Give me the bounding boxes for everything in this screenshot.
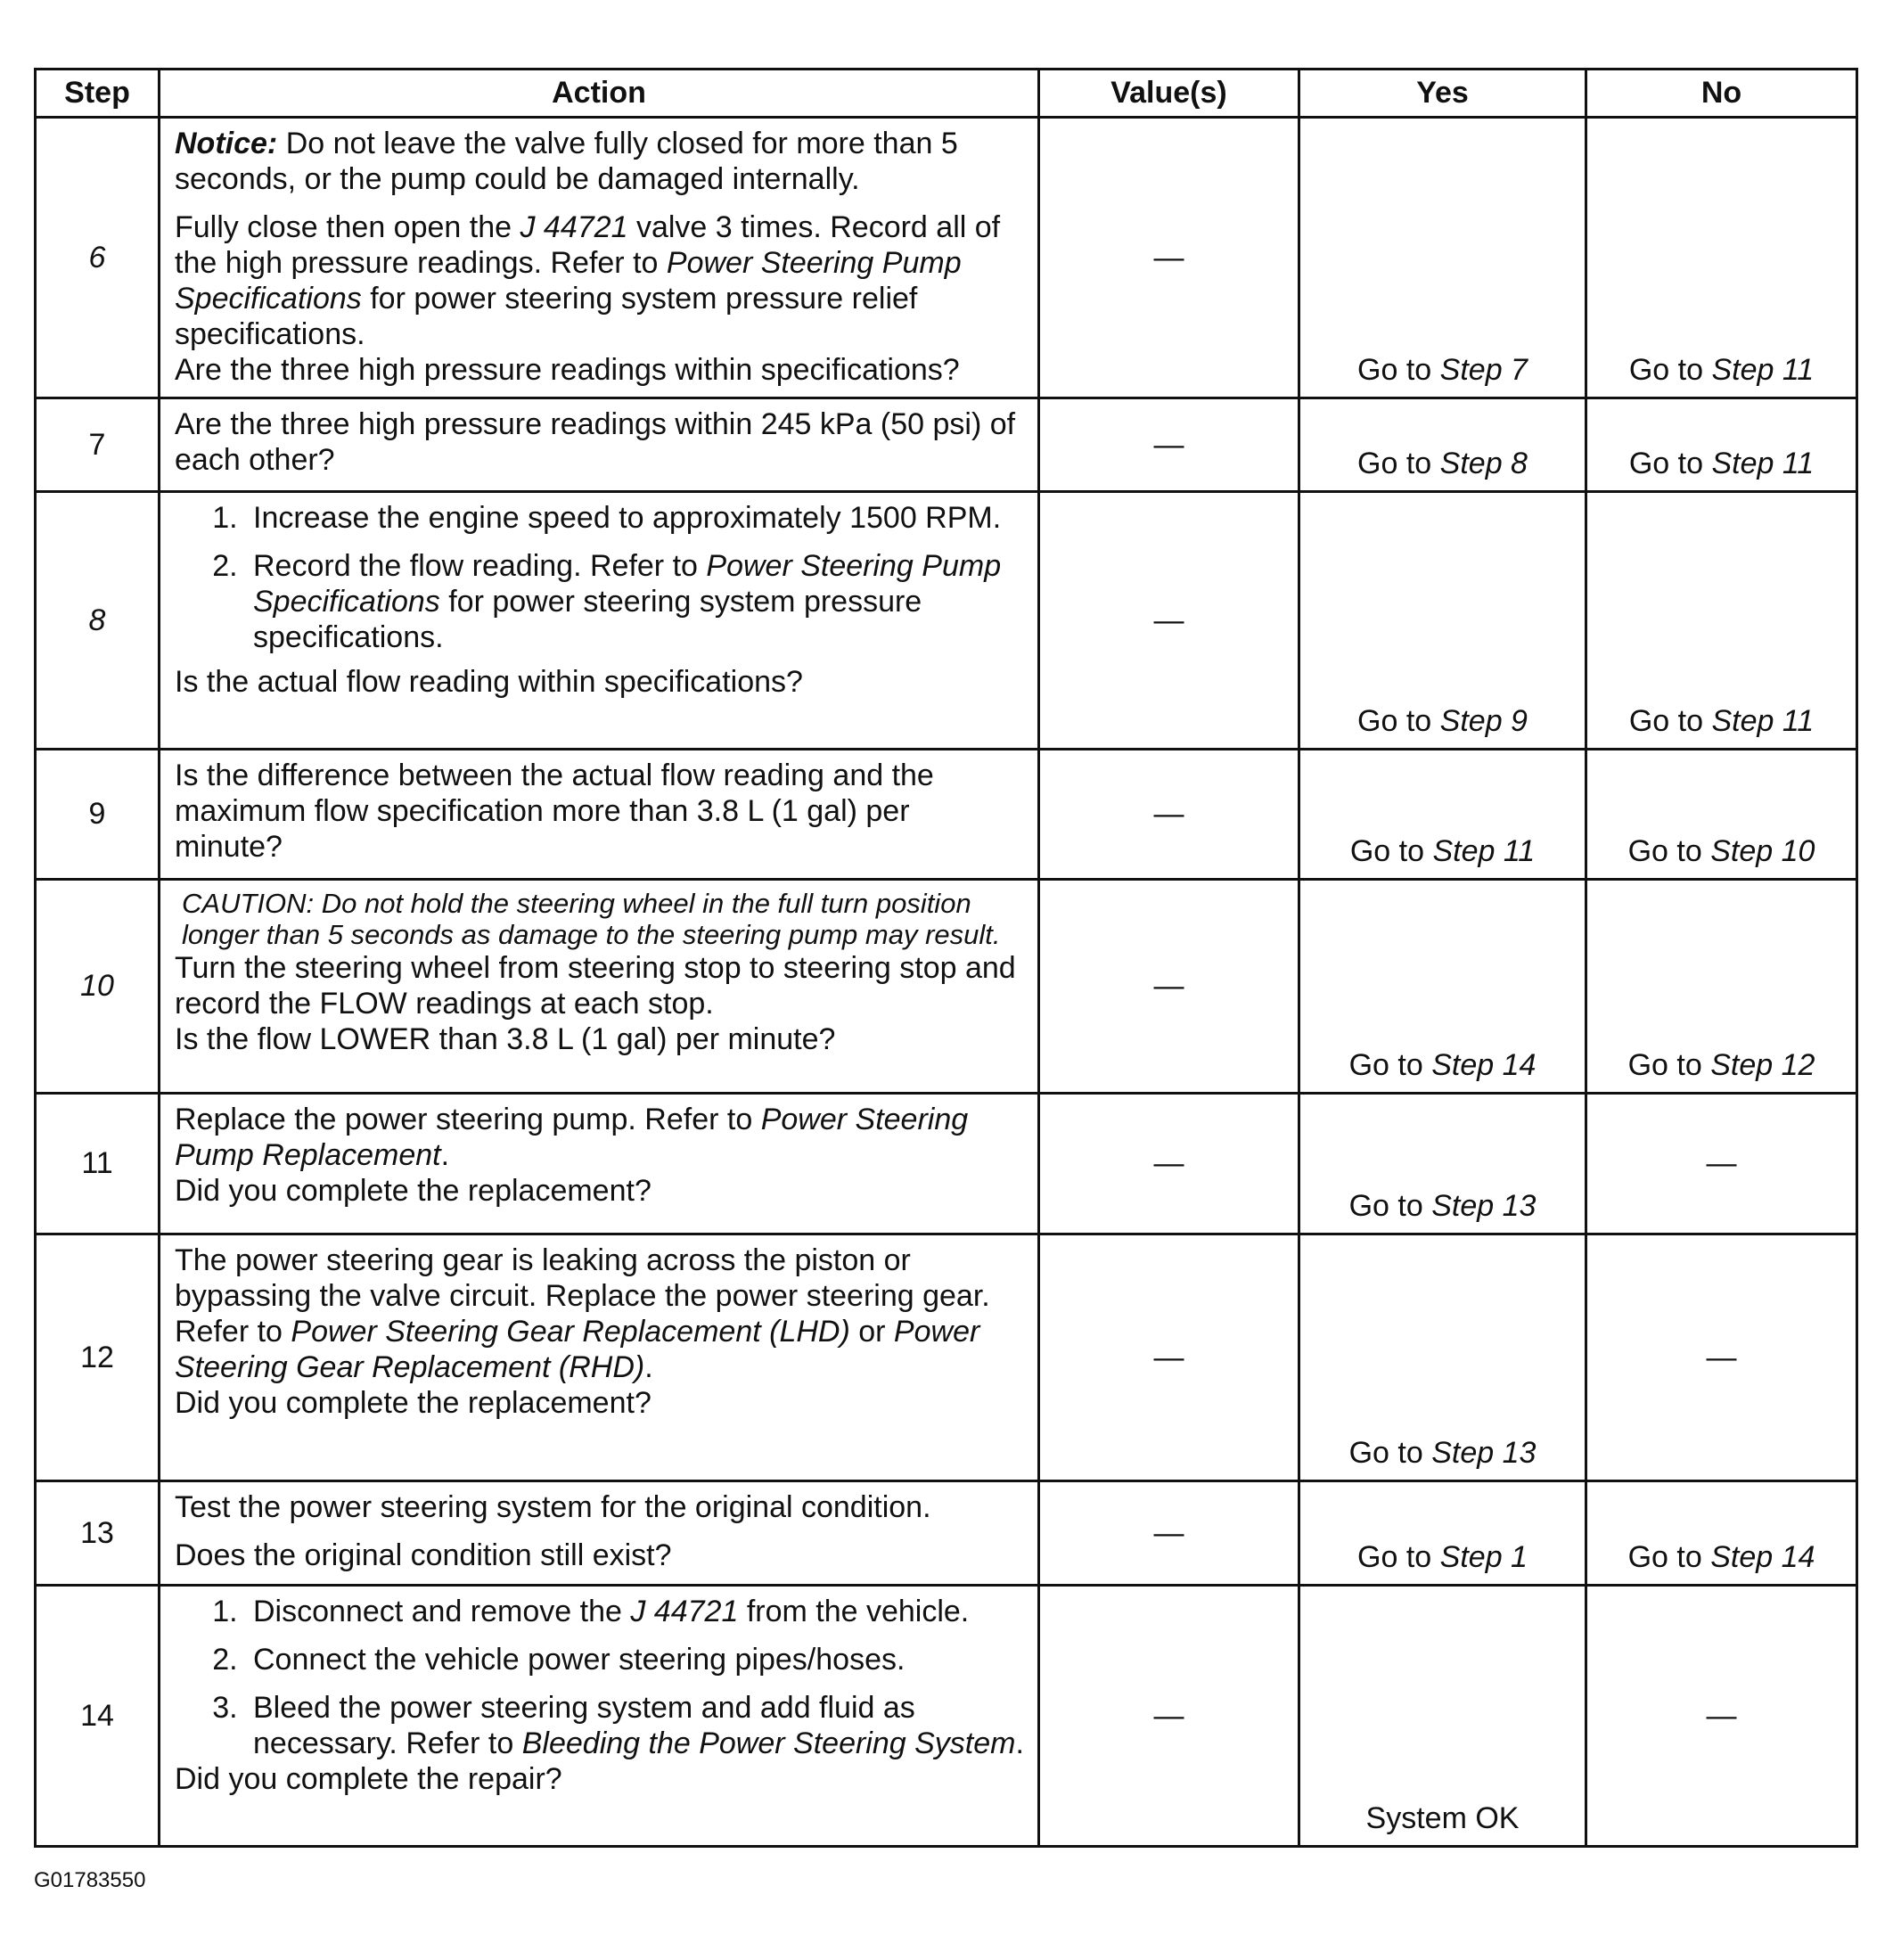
no-step-link[interactable]: Step 10	[1710, 834, 1815, 868]
instruction-paragraph: Replace the power steering pump. Refer to Power Steering Pump Replacement.	[175, 1103, 969, 1172]
list-item: 2. Connect the vehicle power steering pipes/hoses.	[246, 1642, 1025, 1677]
action-cell	[160, 1094, 1039, 1234]
question-text: Is the flow LOWER than 3.8 L (1 gal) per minute?	[175, 1022, 836, 1056]
value-cell: —	[1039, 118, 1299, 398]
doc-ref: Power Steering Gear Replacement (RHD)	[175, 1315, 980, 1384]
notice-label: Notice:	[175, 127, 278, 160]
question-text: Are the three high pressure readings within 245 kPa (50 psi) of each other?	[175, 407, 1016, 477]
question-text: Did you complete the replacement?	[175, 1386, 651, 1420]
doc-ref: Power Steering Gear Replacement (LHD)	[291, 1315, 850, 1349]
yes-cell: Go to Step 13	[1299, 1234, 1586, 1481]
action-cell	[160, 1481, 1039, 1586]
notice-text: Do not leave the valve fully closed for more than 5 seconds, or the pump could be damaged internally.	[175, 127, 958, 196]
yes-step-link[interactable]: Step 13	[1431, 1189, 1537, 1223]
yes-cell	[1299, 1586, 1586, 1847]
numbered-list	[175, 500, 1025, 664]
yes-step-link[interactable]: Step 7	[1439, 353, 1528, 387]
step-number: 8	[36, 492, 160, 750]
table-row	[36, 880, 1857, 1094]
doc-ref: Bleeding the Power Steering System	[521, 1726, 1016, 1760]
action-cell	[160, 118, 1039, 398]
caution-text: CAUTION: Do not hold the steering wheel in the full turn position longer than 5 seconds as damage to the steering pump may result.	[182, 888, 1001, 950]
diagnostic-table	[34, 68, 1858, 1848]
header-step: Step	[36, 70, 160, 118]
no-cell: Go to Step 10	[1586, 750, 1857, 880]
yes-cell: Go to Step 14	[1299, 880, 1586, 1094]
step-number: 11	[36, 1094, 160, 1234]
doc-ref: Power Steering Pump Specifications	[175, 246, 962, 316]
list-item: 1. Disconnect and remove the J 44721 from the vehicle.	[246, 1594, 1025, 1629]
figure-id: G01783550	[34, 1868, 146, 1892]
question-text: Does the original condition still exist?	[175, 1538, 672, 1572]
yes-step-link[interactable]: Step 14	[1431, 1048, 1537, 1082]
yes-step-link[interactable]: Step 1	[1439, 1540, 1528, 1574]
yes-step-link[interactable]: Step 9	[1439, 704, 1528, 738]
no-cell: —	[1586, 1234, 1857, 1481]
list-item: 3. Bleed the power steering system and add fluid as necessary. Refer to Bleeding the Power Steering System.	[246, 1690, 1025, 1761]
table-row	[36, 750, 1857, 880]
value-cell: —	[1039, 750, 1299, 880]
no-cell: Go to Step 14	[1586, 1481, 1857, 1586]
question-text: Did you complete the repair?	[175, 1762, 562, 1796]
system-ok-text: System OK	[1365, 1801, 1520, 1835]
value-cell: —	[1039, 1234, 1299, 1481]
header-values: Value(s)	[1039, 70, 1299, 118]
no-cell: —	[1586, 1586, 1857, 1847]
step-number: 9	[36, 750, 160, 880]
no-cell: Go to Step 12	[1586, 880, 1857, 1094]
action-cell	[160, 1234, 1039, 1481]
step-number: 12	[36, 1234, 160, 1481]
step-number: 7	[36, 398, 160, 492]
doc-ref: Power Steering Pump Replacement	[175, 1103, 969, 1172]
doc-ref: Power Steering Pump Specifications	[253, 549, 1002, 619]
instruction-text: Turn the steering wheel from steering stop to steering stop and record the FLOW readings at each stop.	[175, 951, 1016, 1021]
value-cell: —	[1039, 880, 1299, 1094]
yes-cell: Go to Step 9	[1299, 492, 1586, 750]
value-cell: —	[1039, 1586, 1299, 1847]
question-text: Are the three high pressure readings within specifications?	[175, 353, 960, 387]
header-action: Action	[160, 70, 1039, 118]
yes-cell: Go to Step 11	[1299, 750, 1586, 880]
instruction-text: Test the power steering system for the original condition.	[175, 1490, 931, 1524]
no-step-link[interactable]: Step 11	[1711, 447, 1815, 480]
no-step-link[interactable]: Step 14	[1710, 1540, 1815, 1574]
value-cell: —	[1039, 1481, 1299, 1586]
yes-cell: Go to Step 7	[1299, 118, 1586, 398]
yes-step-link[interactable]: Step 8	[1439, 447, 1528, 480]
step-number: 6	[36, 118, 160, 398]
yes-cell: Go to Step 1	[1299, 1481, 1586, 1586]
notice-paragraph	[175, 126, 1025, 197]
value-cell: —	[1039, 398, 1299, 492]
action-cell	[160, 398, 1039, 492]
list-item: 1. Increase the engine speed to approximately 1500 RPM.	[246, 500, 1025, 536]
numbered-list	[175, 1594, 1025, 1761]
no-cell: Go to Step 11	[1586, 398, 1857, 492]
table-row	[36, 1586, 1857, 1847]
yes-cell: Go to Step 13	[1299, 1094, 1586, 1234]
tool-ref: J 44721	[630, 1595, 739, 1628]
no-cell: Go to Step 11	[1586, 118, 1857, 398]
table-row	[36, 1481, 1857, 1586]
action-cell	[160, 880, 1039, 1094]
table-row	[36, 1234, 1857, 1481]
instruction-paragraph: Fully close then open the J 44721 valve 3 times. Record all of the high pressure readings. Refer to Power Steering Pump Specifications for power steering system pressure relief specifications.	[175, 210, 1001, 351]
table-row	[36, 398, 1857, 492]
no-cell: Go to Step 11	[1586, 492, 1857, 750]
header-yes: Yes	[1299, 70, 1586, 118]
tool-ref: J 44721	[520, 210, 628, 244]
yes-step-link[interactable]: Step 11	[1432, 834, 1536, 868]
value-cell: —	[1039, 1094, 1299, 1234]
yes-step-link[interactable]: Step 13	[1431, 1436, 1537, 1470]
table-row	[36, 118, 1857, 398]
value-cell: —	[1039, 492, 1299, 750]
step-number: 10	[36, 880, 160, 1094]
step-number: 14	[36, 1586, 160, 1847]
yes-cell: Go to Step 8	[1299, 398, 1586, 492]
list-item: 2. Record the flow reading. Refer to Power Steering Pump Specifications for power steering system pressure specifications.	[246, 548, 1025, 655]
no-step-link[interactable]: Step 11	[1711, 353, 1815, 387]
table-row	[36, 492, 1857, 750]
no-cell: —	[1586, 1094, 1857, 1234]
table-row	[36, 1094, 1857, 1234]
instruction-paragraph: The power steering gear is leaking across the piston or bypassing the valve circuit. Replace the power steering gear. Refer to Power Steering Gear Replacement (LHD) or Power Steering Gear Replacement (RHD).	[175, 1243, 990, 1384]
question-text: Is the actual flow reading within specifications?	[175, 665, 803, 699]
action-cell	[160, 492, 1039, 750]
action-cell	[160, 750, 1039, 880]
header-no: No	[1586, 70, 1857, 118]
no-step-link[interactable]: Step 11	[1711, 704, 1815, 738]
question-text: Is the difference between the actual flow reading and the maximum flow specification more than 3.8 L (1 gal) per minute?	[175, 759, 934, 864]
step-number: 13	[36, 1481, 160, 1586]
question-text: Did you complete the replacement?	[175, 1174, 651, 1208]
action-cell	[160, 1586, 1039, 1847]
no-step-link[interactable]: Step 12	[1710, 1048, 1815, 1082]
header-row	[36, 70, 1857, 118]
